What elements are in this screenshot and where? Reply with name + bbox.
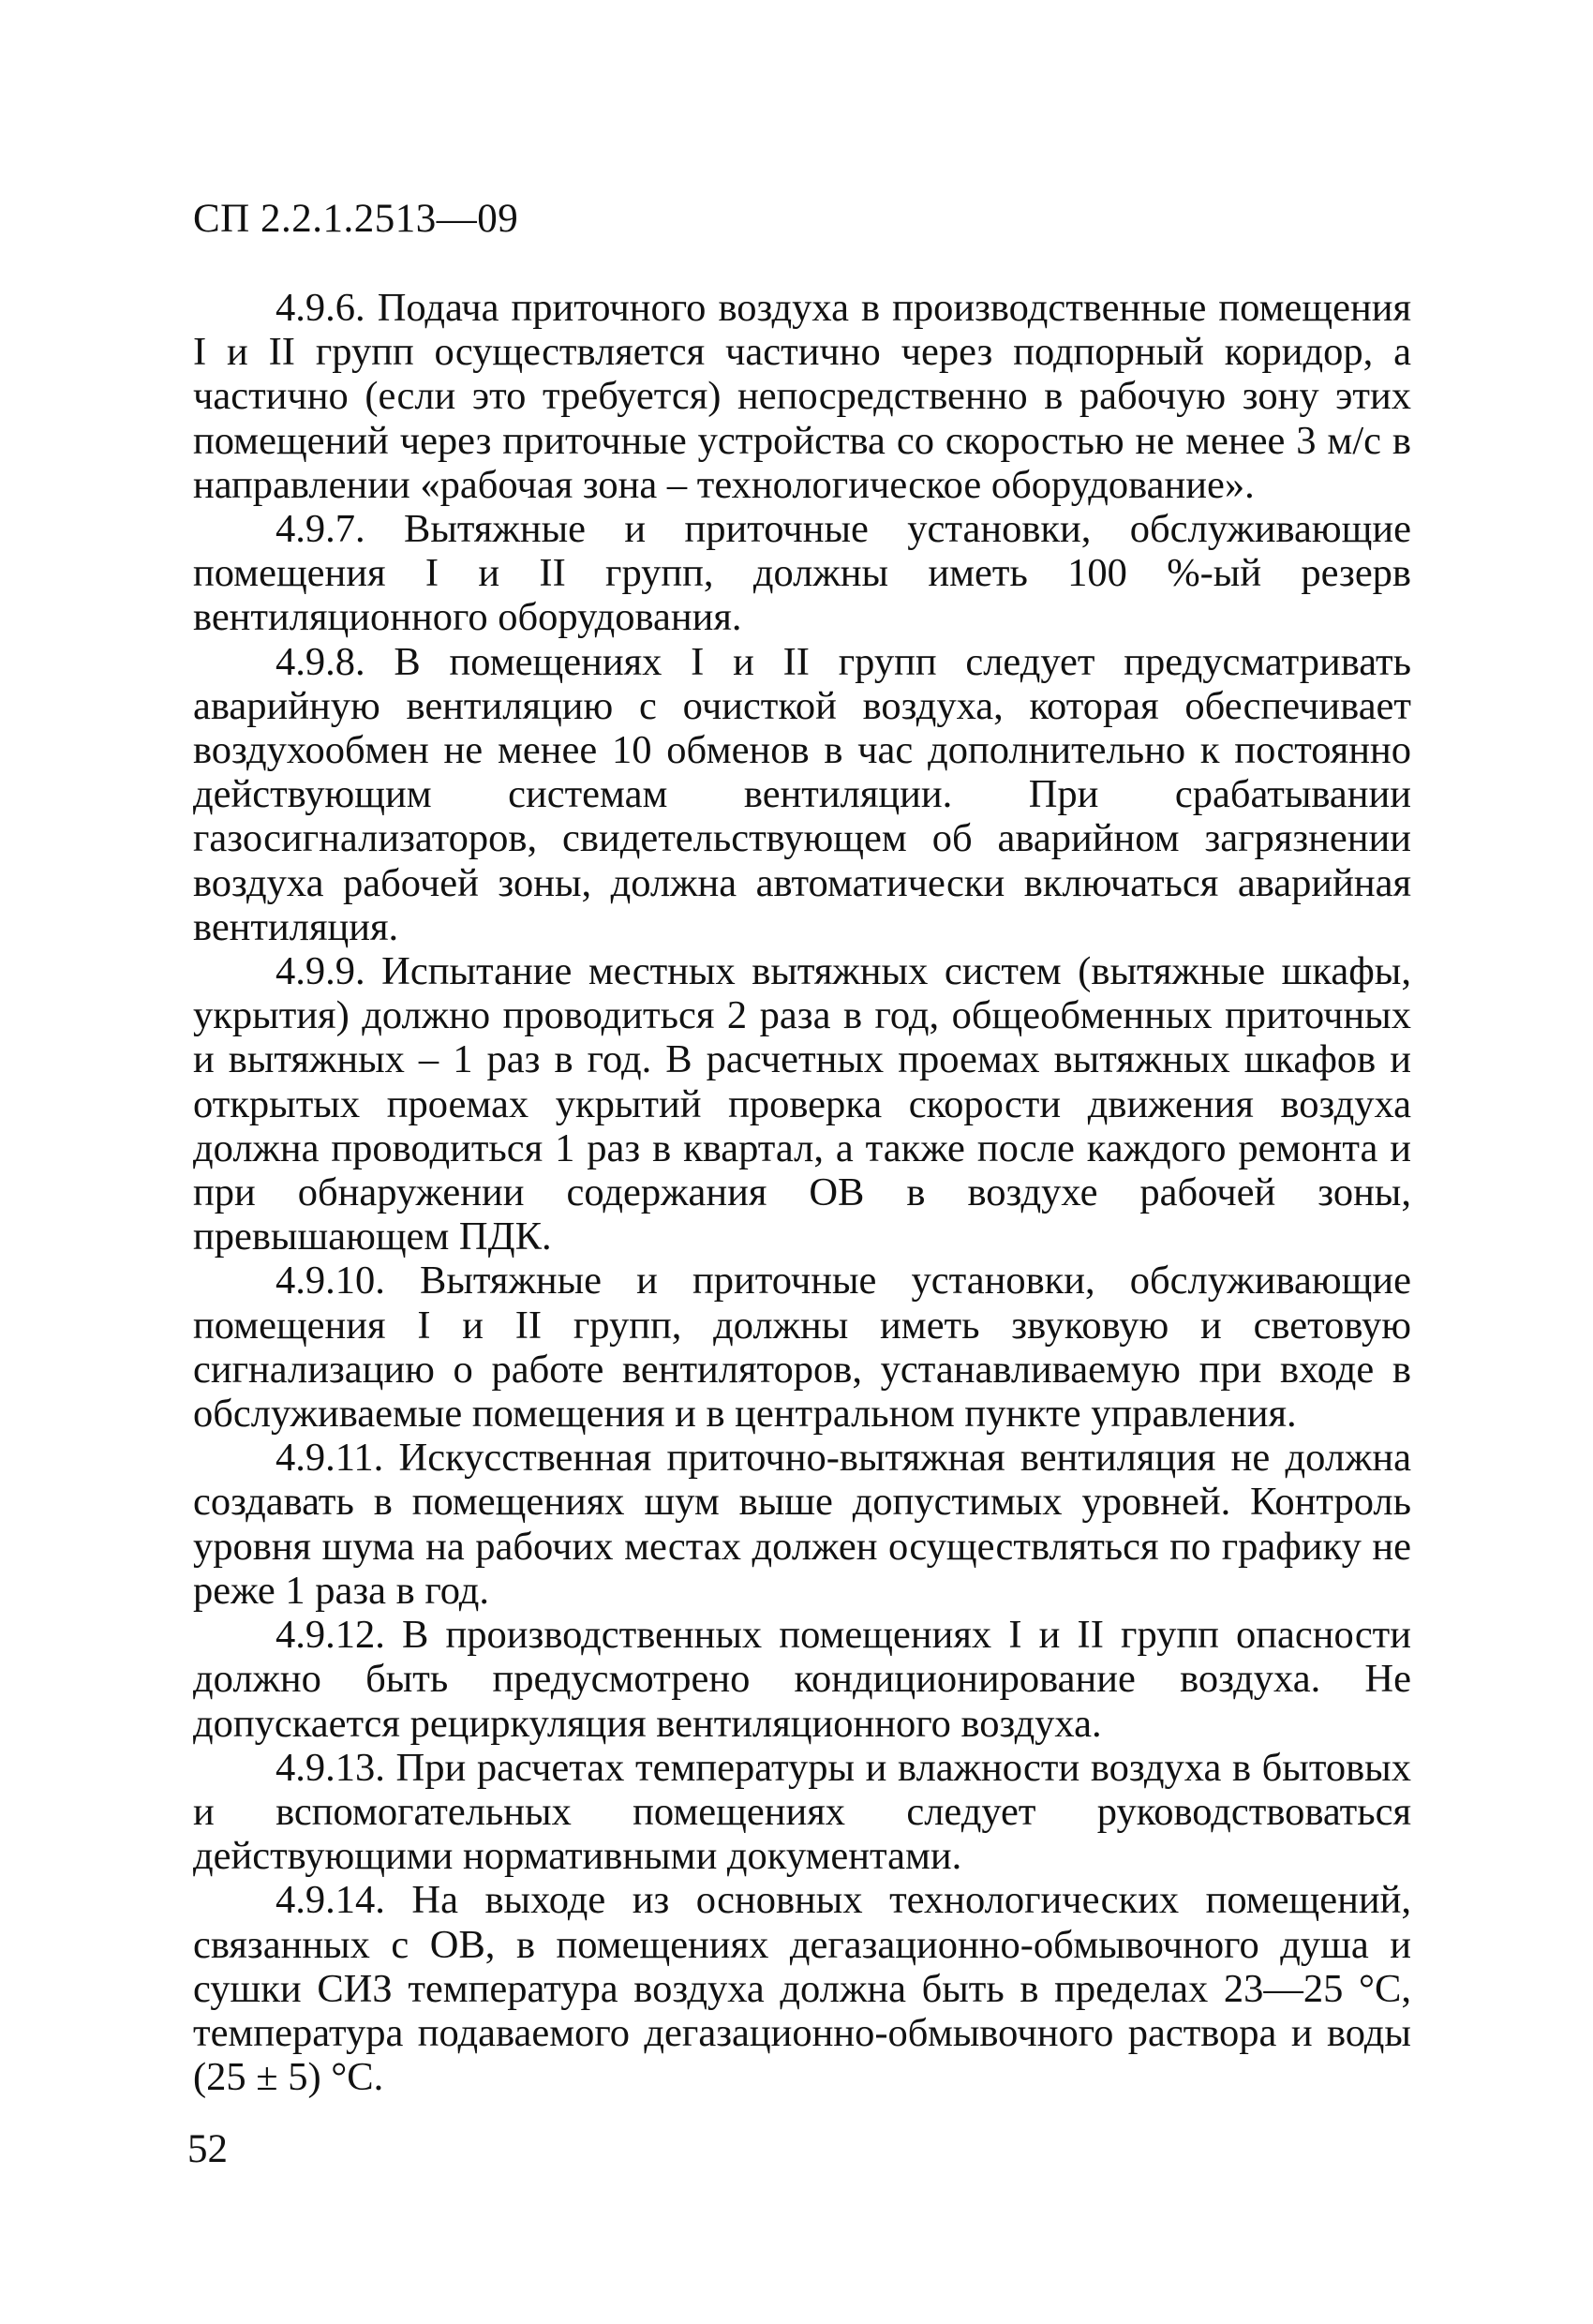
body-text xyxy=(193,286,1411,2099)
paragraph-4-9-7: 4.9.7. Вытяжные и приточные установки, обслуживающие помещения I и II групп, должны иметь 100 %-ый резерв вентиляционного оборудования. xyxy=(193,507,1411,640)
paragraph-4-9-9: 4.9.9. Испытание местных вытяжных систем (вытяжные шкафы, укрытия) должно проводиться 2 раза в год, общеобменных приточных и вытяжных – 1 раз в год. В расчетных проемах вытяжных шкафов и открытых проемах укрытий проверка скорости движения воздуха должна проводиться 1 раз в квартал, а также после каждого ремонта и при обнаружении содержания ОВ в воздухе рабочей зоны, превышающем ПДК. xyxy=(193,949,1411,1259)
paragraph-4-9-6: 4.9.6. Подача приточного воздуха в производственные помещения I и II групп осуществляется частично через подпорный коридор, а частично (если это требуется) непосредственно в рабочую зону этих помещений через приточные устройства со скоростью не менее 3 м/с в направлении «рабочая зона – технологическое оборудование». xyxy=(193,286,1411,507)
paragraph-4-9-11: 4.9.11. Искусственная приточно-вытяжная вентиляция не должна создавать в помещениях шум выше допустимых уровней. Контроль уровня шума на рабочих местах должен осуществляться по графику не реже 1 раза в год. xyxy=(193,1436,1411,1613)
paragraph-4-9-13: 4.9.13. При расчетах температуры и влажности воздуха в бытовых и вспомогательных помещениях следует руководствоваться действующими нормативными документами. xyxy=(193,1745,1411,1879)
paragraph-4-9-10: 4.9.10. Вытяжные и приточные установки, обслуживающие помещения I и II групп, должны иметь звуковую и световую сигнализацию о работе вентиляторов, устанавливаемую при входе в обслуживаемые помещения и в центральном пункте управления. xyxy=(193,1259,1411,1437)
paragraph-4-9-8: 4.9.8. В помещениях I и II групп следует предусматривать аварийную вентиляцию с очисткой воздуха, которая обеспечивает воздухообмен не менее 10 обменов в час дополнительно к постоянно действующим системам вентиляции. При срабатывании газосигнализаторов, свидетельствующем об аварийном загрязнении воздуха рабочей зоны, должна автоматически включаться аварийная вентиляция. xyxy=(193,639,1411,949)
paragraph-4-9-12: 4.9.12. В производственных помещениях I и II групп опасности должно быть предусмотрено кондиционирование воздуха. Не допускается рециркуляция вентиляционного воздуха. xyxy=(193,1613,1411,1746)
running-header: СП 2.2.1.2513—09 xyxy=(193,197,519,241)
paragraph-4-9-14: 4.9.14. На выходе из основных технологических помещений, связанных с ОВ, в помещениях дегазационно-обмывочного душа и сушки СИЗ температура воздуха должна быть в пределах 23—25 °С, температура подаваемого дегазационно-обмывочного раствора и воды (25 ± 5) °С. xyxy=(193,1878,1411,2100)
page-number: 52 xyxy=(187,2127,228,2171)
